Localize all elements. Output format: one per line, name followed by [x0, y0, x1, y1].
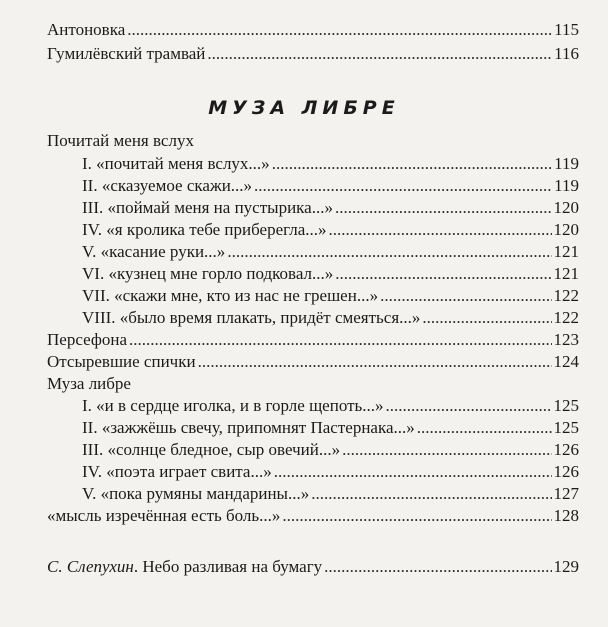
toc-entry[interactable] [47, 329, 579, 351]
leader-dots [227, 241, 551, 263]
leader-dots [282, 505, 551, 527]
toc-entry[interactable] [82, 153, 579, 175]
leader-dots [198, 351, 552, 373]
leader-dots [342, 439, 551, 461]
leader-dots [272, 153, 552, 175]
toc-entry[interactable] [82, 197, 579, 219]
page-number: 128 [553, 506, 579, 525]
toc-entry[interactable] [82, 241, 579, 263]
leader-dots [380, 285, 551, 307]
page-number: 121 [553, 242, 579, 261]
page-number: 126 [553, 462, 579, 481]
toc-entry[interactable] [82, 395, 579, 417]
page-number: 126 [553, 440, 579, 459]
page-number: 120 [553, 220, 579, 239]
entry-title: III. «солнце бледное, сыр овечий...» [82, 440, 341, 459]
entry-title: VII. «скажи мне, кто из нас не грешен...» [82, 286, 379, 305]
toc-entry[interactable] [82, 263, 579, 285]
toc-entry[interactable] [82, 175, 579, 197]
entry-title: I. «почитай меня вслух...» [82, 154, 270, 173]
author-name: С. Слепухин [47, 557, 134, 576]
entry-title: IV. «поэта играет свита...» [82, 462, 272, 481]
entry-title: VIII. «было время плакать, придёт смеяться...» [82, 308, 421, 327]
entry-title: Отсыревшие спички [47, 352, 196, 371]
leader-dots [329, 219, 552, 241]
toc-entry[interactable] [82, 483, 579, 505]
leader-dots [335, 263, 551, 285]
group-title[interactable]: Муза либре [47, 374, 131, 393]
page-number: 122 [553, 286, 579, 305]
entry-title: II. «зажжёшь свечу, припомнят Пастернака...» [82, 418, 415, 437]
entry-title [47, 556, 322, 578]
toc-entry[interactable] [47, 19, 579, 41]
entry-title: II. «сказуемое скажи...» [82, 176, 253, 195]
entry-title: Персефона [47, 330, 127, 349]
toc-entry[interactable] [47, 43, 579, 65]
page-number: 116 [554, 44, 579, 63]
page-number: 122 [553, 308, 579, 327]
entry-title: V. «пока румяны мандарины...» [82, 484, 310, 503]
page-number: 125 [553, 396, 579, 415]
page-number: 119 [554, 176, 579, 195]
page-number: 129 [553, 557, 579, 576]
leader-dots [417, 417, 552, 439]
toc-entry[interactable] [82, 417, 579, 439]
page-number: 115 [554, 20, 579, 39]
entry-title: IV. «я кролика тебе приберегла...» [82, 220, 327, 239]
leader-dots [386, 395, 552, 417]
section-heading: МУЗА ЛИБРЕ [208, 97, 400, 119]
leader-dots [335, 197, 552, 219]
toc-entry[interactable] [82, 219, 579, 241]
entry-title: V. «касание руки...» [82, 242, 226, 261]
page-number: 125 [553, 418, 579, 437]
afterword-title: . Небо разливая на бумагу [133, 557, 323, 576]
toc-entry[interactable] [82, 285, 579, 307]
toc-entry-afterword[interactable] [47, 556, 579, 578]
toc-entry[interactable] [47, 351, 579, 373]
entry-title: «мысль изречённая есть боль...» [47, 506, 281, 525]
leader-dots [324, 556, 551, 578]
leader-dots [422, 307, 551, 329]
toc-entry[interactable] [82, 461, 579, 483]
group-title[interactable]: Почитай меня вслух [47, 131, 194, 150]
page-number: 123 [553, 330, 579, 349]
leader-dots [127, 19, 552, 41]
page-number: 127 [553, 484, 579, 503]
page-number: 121 [553, 264, 579, 283]
leader-dots [274, 461, 552, 483]
entry-title: Антоновка [47, 20, 126, 39]
toc-entry[interactable] [47, 505, 579, 527]
leader-dots [311, 483, 551, 505]
entry-title: I. «и в сердце иголка, и в горле щепоть...» [82, 396, 384, 415]
entry-title: VI. «кузнец мне горло подковал...» [82, 264, 334, 283]
page-number: 120 [553, 198, 579, 217]
toc-entry[interactable] [82, 439, 579, 461]
leader-dots [129, 329, 552, 351]
entry-title: III. «поймай меня на пустырика...» [82, 198, 333, 217]
toc-entry[interactable] [82, 307, 579, 329]
page-number: 119 [554, 154, 579, 173]
leader-dots [207, 43, 552, 65]
page-number: 124 [553, 352, 579, 371]
entry-title: Гумилёвский трамвай [47, 44, 206, 63]
leader-dots [254, 175, 552, 197]
